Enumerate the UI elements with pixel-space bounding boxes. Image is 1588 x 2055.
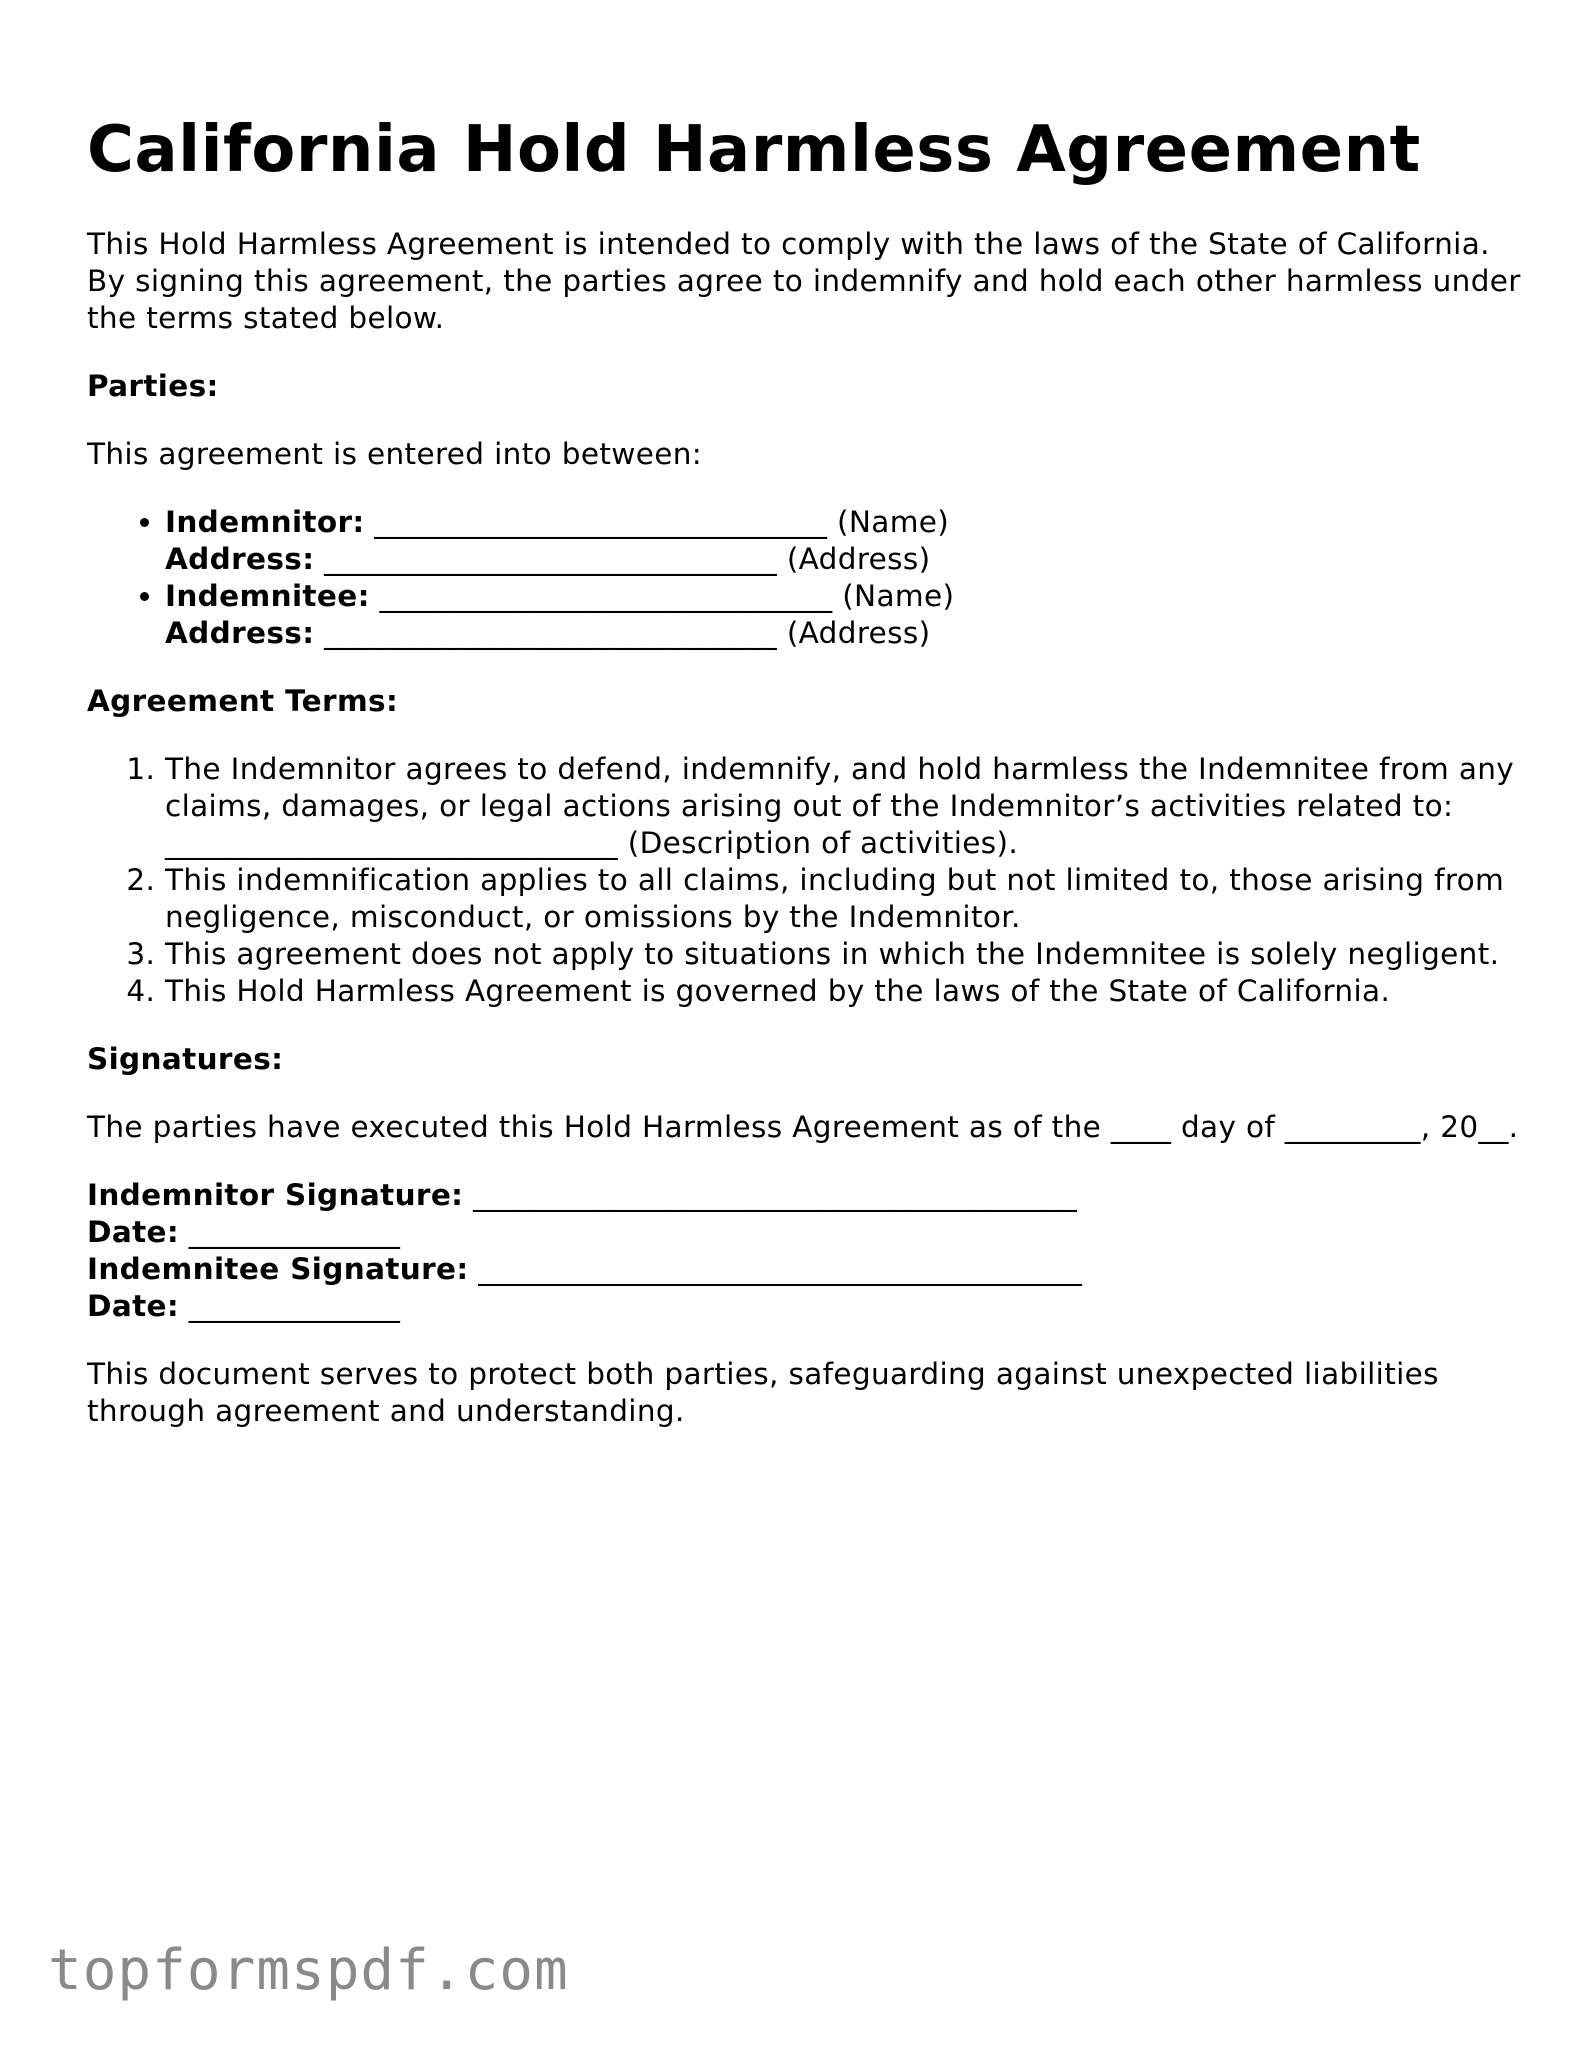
terms-list — [87, 751, 1527, 1010]
indemnitee-date-label: Date: — [87, 1289, 180, 1323]
indemnitee-name-line — [165, 578, 1527, 615]
indemnitor-label: Indemnitor: — [165, 505, 365, 539]
closing-paragraph: This document serves to protect both parties, safeguarding against unexpected liabilities through agreement and understanding. — [87, 1357, 1439, 1428]
indemnitee-label: Indemnitee: — [165, 579, 370, 613]
party-indemnitee — [165, 578, 1527, 652]
indemnitor-address-blank[interactable]: ______________________________ — [314, 542, 787, 576]
indemnitor-signature-blank[interactable]: ________________________________________ — [463, 1178, 1078, 1212]
indemnitee-name-blank[interactable]: ______________________________ — [369, 579, 843, 613]
term-item: 4. This Hold Harmless Agreement is governed by the laws of the State of California. — [165, 973, 1527, 1010]
indemnitee-signature-line — [87, 1251, 1527, 1288]
indemnitee-name-hint: (Name) — [842, 579, 955, 613]
indemnitor-name-hint: (Name) — [837, 505, 950, 539]
indemnitee-signature-label: Indemnitee Signature: — [87, 1252, 469, 1286]
indemnitee-address-label: Address: — [165, 616, 315, 650]
indemnitee-address-line — [165, 615, 1527, 652]
indemnitee-address-blank[interactable]: ______________________________ — [314, 616, 787, 650]
indemnitor-date-label: Date: — [87, 1215, 180, 1249]
indemnitor-address-label: Address: — [165, 542, 315, 576]
intro-paragraph: This Hold Harmless Agreement is intended to comply with the laws of the State of California. By signing this agreement, the parties agree to indemnify and hold each other harmless under the terms stated below. — [87, 227, 1521, 335]
indemnitor-signature-line — [87, 1177, 1527, 1214]
indemnitor-address-hint: (Address) — [786, 542, 931, 576]
indemnitee-date-line — [87, 1288, 1527, 1325]
terms-heading: Agreement Terms: — [87, 684, 399, 718]
indemnitor-date-blank[interactable]: ______________ — [179, 1215, 401, 1249]
parties-heading: Parties: — [87, 369, 219, 403]
signatures-heading: Signatures: — [87, 1042, 284, 1076]
indemnitee-signature-blank[interactable]: ________________________________________ — [468, 1252, 1083, 1286]
watermark-text: topformspdf.com — [48, 1938, 569, 2003]
document-page — [87, 110, 1527, 1430]
indemnitee-date-blank[interactable]: ______________ — [179, 1289, 401, 1323]
indemnitee-address-hint: (Address) — [786, 616, 931, 650]
signature-block — [87, 1177, 1527, 1325]
indemnitor-date-line — [87, 1214, 1527, 1251]
term-item: 2. This indemnification applies to all claims, including but not limited to, those arising from negligence, misconduct, or omissions by the Indemnitor. — [165, 862, 1527, 936]
indemnitor-name-line — [165, 504, 1527, 541]
execution-statement: The parties have executed this Hold Harmless Agreement as of the ____ day of _________, 20__. — [87, 1110, 1519, 1144]
term-item: 1. The Indemnitor agrees to defend, indemnify, and hold harmless the Indemnitee from any claims, damages, or legal actions arising out of the Indemnitor’s activities related to: ______________________________ (Description of activities). — [165, 751, 1527, 862]
indemnitor-name-blank[interactable]: ______________________________ — [364, 505, 837, 539]
party-indemnitor — [165, 504, 1527, 578]
indemnitor-signature-label: Indemnitor Signature: — [87, 1178, 464, 1212]
parties-lead: This agreement is entered into between: — [87, 437, 703, 471]
indemnitor-address-line — [165, 541, 1527, 578]
parties-list — [87, 504, 1527, 652]
term-item: 3. This agreement does not apply to situations in which the Indemnitee is solely negligent. — [165, 936, 1527, 973]
document-title: California Hold Harmless Agreement — [87, 113, 1421, 187]
